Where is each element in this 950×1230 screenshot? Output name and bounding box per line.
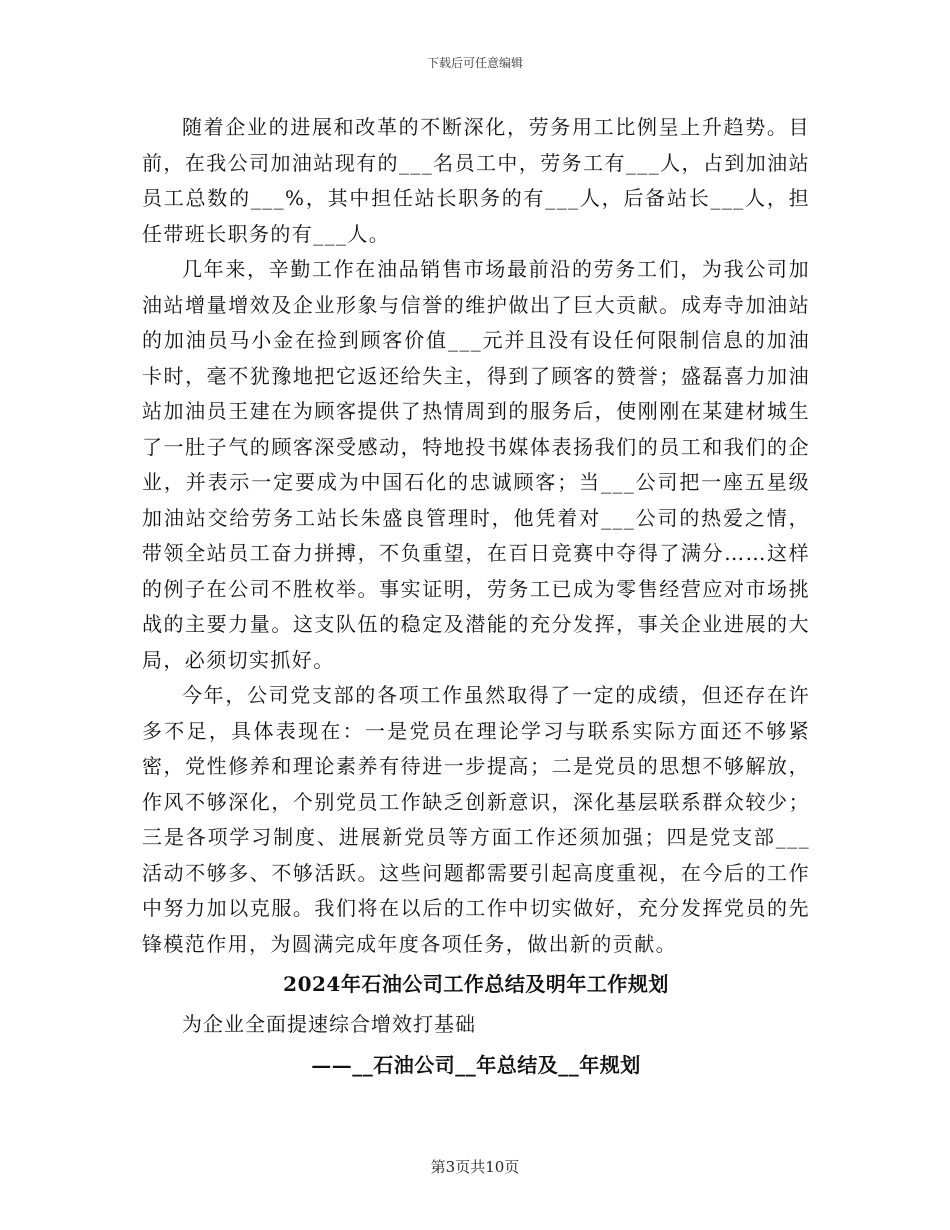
page-number-footer: 第3页共10页 (430, 1158, 520, 1176)
paragraph-labor-contributions: 几年来，辛勤工作在油品销售市场最前沿的劳务工们，为我公司加油站增量增效及企业形象与信誉的维护做出了巨大贡献。成寿寺加油站的加油员马小金在捡到顾客价值___元并且没有设任何限制信息的加油卡时，毫不犹豫地把它返还给失主，得到了顾客的赞誉；盛磊喜力加油站加油员王建在为顾客提供了热情周到的服务后，使刚刚在某建材城生了一肚子气的顾客深受感动，特地投书媒体表扬我们的员工和我们的企业，并表示一定要成为中国石化的忠诚顾客；当___公司把一座五星级加油站交给劳务工站长朱盛良管理时，他凭着对___公司的热爱之情，带领全站员工奋力拼搏，不负重望，在百日竞赛中夺得了满分……这样的例子在公司不胜枚举。事实证明，劳务工已成为零售经营应对市场挑战的主要力量。这支队伍的稳定及潜能的充分发挥，事关企业进展的大局，必须切实抓好。 (142, 257, 810, 672)
paragraph-labor-ratio: 随着企业的进展和改革的不断深化，劳务用工比例呈上升趋势。目前，在我公司加油站现有的___名员工中，劳务工有___人，占到加油站员工总数的___%，其中担任站长职务的有___人，后备站长___人，担任带班长职务的有___人。 (142, 115, 810, 246)
section-title: 2024年石油公司工作总结及明年工作规划 (283, 972, 669, 996)
paragraph-party-shortcomings: 今年，公司党支部的各项工作虽然取得了一定的成绩，但还存在许多不足，具体表现在：一是党员在理论学习与联系实际方面还不够紧密，党性修养和理论素养有待进一步提高；二是党员的思想不够解放，作风不够深化，个别党员工作缺乏创新意识，深化基层联系群众较少；三是各项学习制度、进展新党员等方面工作还须加强；四是党支部___活动不够多、不够活跃。这些问题都需要引起高度重视，在今后的工作中努力加以克服。我们将在以后的工作中切实做好，充分发挥党员的先锋模范作用，为圆满完成年度各项任务，做出新的贡献。 (142, 683, 810, 956)
document-body (142, 110, 810, 1084)
section-subtitle: 为企业全面提速综合增效打基础 (182, 1011, 476, 1036)
page-header-note: 下载后可任意编辑 (426, 56, 523, 70)
section-dash-title: ——__石油公司__年总结及__年规划 (311, 1053, 641, 1077)
